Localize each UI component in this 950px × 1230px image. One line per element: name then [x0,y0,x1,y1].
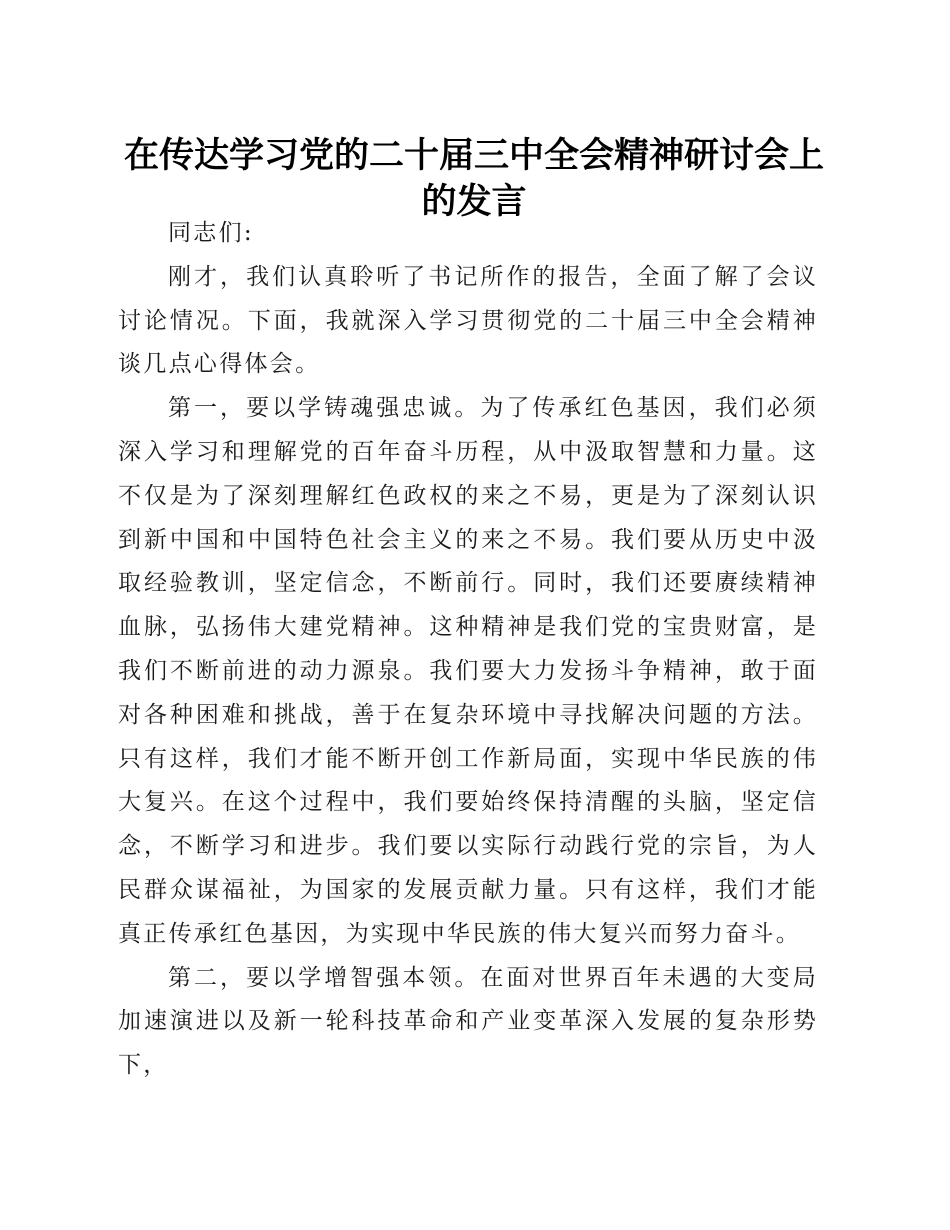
document-title: 在传达学习党的二十届三中全会精神研讨会上的发言 [123,135,824,222]
salutation: 同志们: [168,220,254,246]
paragraph-second-point: 第二，要以学增智强本领。在面对世界百年未遇的大变局加速演进以及新一轮科技革命和产业变革深入发展的复杂形势下， [118,964,818,1079]
paragraph-first-point: 第一，要以学铸魂强忠诚。为了传承红色基因，我们必须深入学习和理解党的百年奋斗历程，从中汲取智慧和力量。这不仅是为了深刻理解红色政权的来之不易，更是为了深刻认识到新中国和中国特色社会主义的来之不易。我们要从历史中汲取经验教训，坚定信念，不断前行。同时，我们还要赓续精神血脉，弘扬伟大建党精神。这种精神是我们党的宝贵财富，是我们不断前进的动力源泉。我们要大力发扬斗争精神，敢于面对各种困难和挑战，善于在复杂环境中寻找解决问题的方法。只有这样，我们才能不断开创工作新局面，实现中华民族的伟大复兴。在这个过程中，我们要始终保持清醒的头脑，坚定信念，不断学习和进步。我们要以实际行动践行党的宗旨，为人民群众谋福祉，为国家的发展贡献力量。只有这样，我们才能真正传承红色基因，为实现中华民族的伟大复兴而努力奋斗。 [118,395,818,947]
paragraph-intro: 刚才，我们认真聆听了书记所作的报告，全面了解了会议讨论情况。下面，我就深入学习贯彻党的二十届三中全会精神谈几点心得体会。 [118,263,818,378]
document-body [118,212,818,1088]
